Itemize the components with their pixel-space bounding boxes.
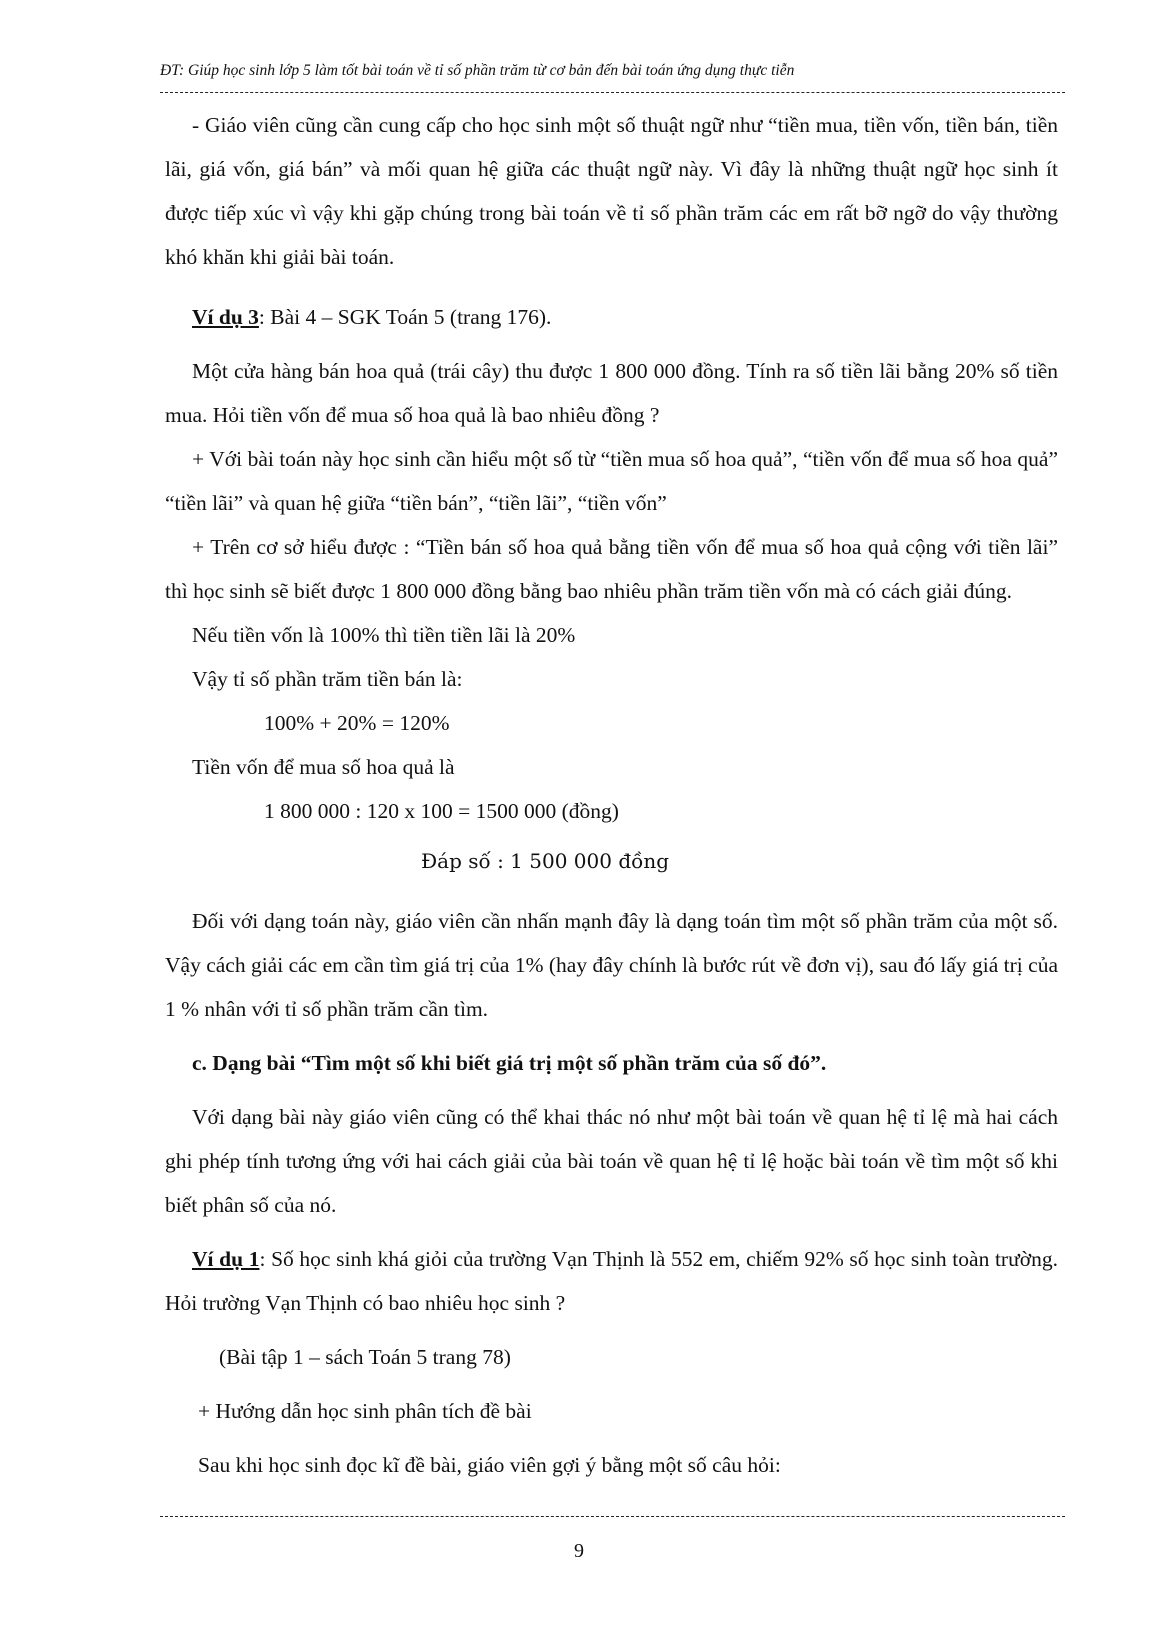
solution-line-2: Vậy tỉ số phần trăm tiền bán là: xyxy=(192,667,463,691)
example-3-source: : Bài 4 – SGK Toán 5 (trang 176). xyxy=(258,305,552,329)
example-3-note-2: + Trên cơ sở hiểu được : “Tiền bán số hoa quả bằng tiền vốn để mua số hoa quả cộng với tiền lãi” thì học sinh sẽ biết được 1 800 000 đồng bằng bao nhiêu phần trăm tiền vốn mà có cách giải đúng. xyxy=(165,535,1058,603)
paragraph-section-c: Với dạng bài này giáo viên cũng có thể khai thác nó như một bài toán về quan hệ tỉ lệ mà hai cách ghi phép tính tương ứng với hai cách giải của bài toán về quan hệ tỉ lệ hoặc bài toán về tìm một số khi biết phân số của nó. xyxy=(165,1105,1058,1217)
example-1-after: Sau khi học sinh đọc kĩ đề bài, giáo viên gợi ý bằng một số câu hỏi: xyxy=(198,1453,781,1477)
example-1-problem xyxy=(165,1237,1058,1325)
page-number: 9 xyxy=(574,1540,584,1562)
example-1-text: : Số học sinh khá giỏi của trường Vạn Thịnh là 552 em, chiếm 92% số học sinh toàn trường. Hỏi trường Vạn Thịnh có bao nhiêu học sinh ? xyxy=(165,1247,1058,1315)
example-1-label: Ví dụ 1 xyxy=(192,1247,260,1271)
example-3-label: Ví dụ 3 xyxy=(192,305,259,329)
header-divider xyxy=(160,92,1065,93)
solution-equation-1: 100% + 20% = 120% xyxy=(264,711,450,735)
example-3-note-1: + Với bài toán này học sinh cần hiểu một số từ “tiền mua số hoa quả”, “tiền vốn để mua số hoa quả” “tiền lãi” và quan hệ giữa “tiền bán”, “tiền lãi”, “tiền vốn” xyxy=(165,447,1058,515)
solution-line-3: Tiền vốn để mua số hoa quả là xyxy=(192,755,455,779)
example-3-heading xyxy=(165,295,1058,339)
example-1-reference: (Bài tập 1 – sách Toán 5 trang 78) xyxy=(219,1345,511,1369)
section-c-heading: c. Dạng bài “Tìm một số khi biết giá trị một số phần trăm của số đó”. xyxy=(192,1051,827,1075)
paragraph-emphasis: Đối với dạng toán này, giáo viên cần nhấn mạnh đây là dạng toán tìm một số phần trăm của một số. Vậy cách giải các em cần tìm giá trị của 1% (hay đây chính là bước rút về đơn vị), sau đó lấy giá trị của 1 % nhân với tỉ số phần trăm cần tìm. xyxy=(165,909,1058,1021)
running-header: ĐT: Giúp học sinh lớp 5 làm tốt bài toán về tỉ số phần trăm từ cơ bản đến bài toán ứng dụng thực tiễn xyxy=(160,62,795,79)
example-1-guide: + Hướng dẫn học sinh phân tích đề bài xyxy=(198,1399,532,1423)
answer-line: Đáp số : 1 500 000 đồng xyxy=(421,849,670,873)
footer-divider xyxy=(160,1516,1065,1517)
solution-line-1: Nếu tiền vốn là 100% thì tiền tiền lãi là 20% xyxy=(192,623,576,647)
paragraph-terminology: - Giáo viên cũng cần cung cấp cho học sinh một số thuật ngữ như “tiền mua, tiền vốn, tiền bán, tiền lãi, giá vốn, giá bán” và mối quan hệ giữa các thuật ngữ này. Vì đây là những thuật ngữ học sinh ít được tiếp xúc vì vậy khi gặp chúng trong bài toán về tỉ số phần trăm các em rất bỡ ngỡ do vậy thường khó khăn khi giải bài toán. xyxy=(165,113,1058,269)
page-body xyxy=(165,103,1058,1487)
example-3-problem: Một cửa hàng bán hoa quả (trái cây) thu được 1 800 000 đồng. Tính ra số tiền lãi bằng 20% số tiền mua. Hỏi tiền vốn để mua số hoa quả là bao nhiêu đồng ? xyxy=(165,359,1058,427)
solution-equation-2: 1 800 000 : 120 x 100 = 1500 000 (đồng) xyxy=(264,799,619,823)
